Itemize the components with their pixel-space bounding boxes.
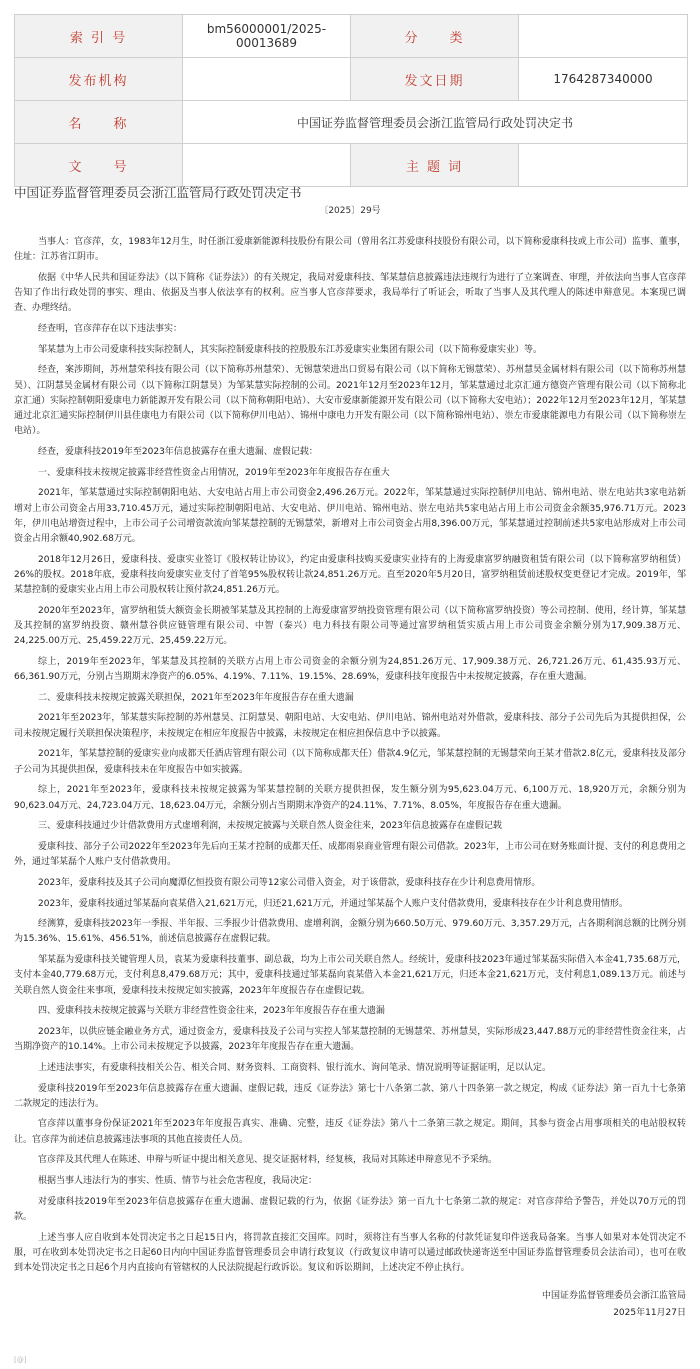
paragraph: 上述当事人应自收到本处罚决定书之日起15日内，将罚款直接汇交国库。同时，须将注有当事人名称的付款凭证复印件送我局备案。当事人如果对本处罚决定不服，可在收到本处罚决定书之日起60日内向中国证券监督管理委员会申请行政复议（行政复议申请可以通过邮政快递寄送至中国证券监督管理委员会法治司），也可在收到本处罚决定书之日起6个月内直接向有管辖权的人民法院提起行政诉讼。复议和诉讼期间，上述决定不停止执行。 — [14, 1232, 686, 1274]
paragraph: 三、爱康科技通过少计借款费用方式虚增利润，未按规定披露与关联自然人资金往来，2023年信息披露存在虚假记载 — [38, 821, 502, 832]
paragraph: 2018年12月26日，爱康科技、爱康实业签订《股权转让协议》，约定由爱康科技购买爱康实业持有的上海爱康富罗纳融资租赁有限公司（以下简称富罗纳租赁）26%的股权。2018年底，爱康科技向爱康实业支付了首笔95%股权转让款24,851.26万元。直至2020年5月20日，富罗纳租赁前述股权变更登记才完成。2019年，邹某慧控制的爱康实业占用上市公司股权转让预付款24,851.26万元。 — [14, 554, 686, 596]
paragraph: 依据《中华人民共和国证券法》（以下简称《证券法》）的有关规定，我局对爱康科技、邹某慧信息披露违法违规行为进行了立案调查、审理，并依法向当事人官彦萍告知了作出行政处罚的事实、理由、依据及当事人依法享有的权利。应当事人官彦萍要求，我局举行了听证会，听取了当事人及其代理人的陈述申辩意见。本案现已调查、办理终结。 — [14, 272, 687, 314]
paragraph: 当事人：官彦萍，女，1983年12月生，时任浙江爱康新能源科技股份有限公司（曾用名江苏爱康科技股份有限公司，以下简称爱康科技或上市公司）监事、董事，住址：江苏省江阴市。 — [14, 237, 686, 263]
paragraph: 综上，2021年至2023年，爱康科技未按规定披露为邹某慧控制的关联方提供担保，发生额分别为95,623.04万元、6,100万元、18,920万元，余额分别为90,623.04万元、24,723.04万元、18,623.04万元，余额分别占当期期末净资产的24.11%、7.71%、8.05%，年度报告存在重大遗漏。 — [14, 785, 686, 811]
paragraph: 经查，案涉期间，苏州慧荣科技有限公司（以下简称苏州慧荣）、无锡慧荣进出口贸易有限公司（以下简称无锡慧荣）、苏州慧昊金属材料有限公司（以下简称苏州慧昊）、江阴慧昊金属材有限公司（以下简称江阴慧昊）为邹某慧实际控制的公司。2021年12月至2023年12月，邹某慧通过北京汇通方德资产管理有限公司（以下简称北京汇通）实际控制朝阳爱康电力新能源开发有限公司（以下简称朝阳电站）、大安市爱康新能源开发有限公司（以下简称大安电站）；2022年12月至2023年12月，邹某慧通过北京汇通实际控制伊川县佳康电力有限公司（以下简称伊川电站）、锦州中康电力开发有限公司（以下简称锦州电站）、崇左市爱康能源电力有限公司（以下简称崇左电站）。 — [14, 365, 687, 437]
paragraph: 综上，2019年至2023年，邹某慧及其控制的关联方占用上市公司资金的余额分别为24,851.26万元、17,909.38万元、26,721.26万元、61,435.93万元、66,361.90万元，分别占当期期末净资产的6.05%、4.19%、7.11%、19.15%、28.69%，爱康科技年度报告中未按规定披露，存在重大遗漏。 — [14, 656, 686, 683]
index-value: bm56000001/2025-00013689 — [183, 15, 351, 58]
category-label: 分 类 — [351, 15, 519, 58]
paragraph: 根据当事人违法行为的事实、性质、情节与社会危害程度，我局决定： — [38, 1176, 318, 1187]
issuer-label: 发布机构 — [15, 58, 183, 101]
date-value: 1764287340000 — [519, 58, 688, 101]
paragraph: 2021年，邹某慧通过实际控制朝阳电站、大安电站占用上市公司资金2,496.26万元。2022年，邹某慧通过实际控制伊川电站、锦州电站、崇左电站共3家电站新增对上市公司资金占用33,710.45万元，通过实际控制朝阳电站、大安电站、伊川电站、锦州电站、崇左电站共5家电站占用上市公司资金余额35,976.71万元。2023年，伊川电站增资过程中，上市公司子公司增资款流向邹某慧控制的无锡慧荣，新增对上市公司资金占用8,396.00万元，邹某慧通过控制前述共5家电站形成对上市公司资金占用余额40,902.68万元。 — [14, 488, 686, 544]
category-value — [519, 15, 688, 58]
paragraph: 2023年，以供应链金融业务方式，通过资金方，爱康科技及子公司与实控人邹某慧控制的无锡慧荣、苏州慧昊，实际形成23,447.88万元的非经营性资金往来，占当期净资产的10.14%。上市公司未按规定予以披露，2023年年度报告存在重大遗漏。 — [14, 1026, 686, 1053]
name-value: 中国证券监督管理委员会浙江监管局行政处罚决定书 — [183, 101, 688, 144]
paragraph: 2020年至2023年，富罗纳租赁大额资金长期被邹某慧及其控制的上海爱康富罗纳投资管理有限公司（以下简称富罗纳投资）等公司控制、使用，经计算，邹某慧及其控制的富罗纳投资、赣州慧谷供应链管理有限公司、中智（泰兴）电力科技有限公司等通过富罗纳租赁实质占用上市公司资金余额分别为17,909.38万元、24,225.00万元、25,459.22万元、25,459.22万元。 — [14, 605, 686, 647]
paragraph: 邹某慧为上市公司爱康科技实际控制人，其实际控制爱康科技的控股股东江苏爱康实业集团有限公司（以下简称爱康实业）等。 — [38, 344, 543, 355]
paragraph: 2023年，爱康科技通过邹某磊向袁某借入21,621万元，归还21,621万元，并通过邹某磊个人账户支付借款费用，爱康科技存在少计利息费用情形。 — [38, 898, 628, 909]
docno-label: 文 号 — [15, 144, 183, 187]
meta-row — [15, 144, 688, 187]
keywords-value — [519, 144, 688, 187]
meta-row — [15, 15, 688, 58]
paragraph: 爱康科技、部分子公司2022年至2023年先后向王某才控制的成都天任、成都雨泉商业管理有限公司借款。2023年，上市公司在财务账面计提、支付的利息费用之外，通过邹某磊个人账户支付借款费用。 — [14, 841, 686, 868]
signature-date: 2025年11月27日 — [613, 1308, 686, 1318]
paragraph: 经查，爱康科技2019年至2023年信息披露存在重大遗漏、虚假记载： — [38, 446, 318, 457]
paragraph: 爱康科技2019年至2023年信息披露存在重大遗漏、虚假记载，违反《证券法》第七十八条第二款、第八十四条第一款之规定，构成《证券法》第一百九十七条第二款规定的违法行为。 — [14, 1083, 686, 1109]
meta-row — [15, 58, 688, 101]
signature-org: 中国证券监督管理委员会浙江监管局 — [541, 1291, 686, 1301]
date-label: 发文日期 — [351, 58, 519, 101]
meta-row — [15, 101, 688, 144]
document-meta-table — [14, 14, 688, 187]
document-number: 〔2025〕29号 — [319, 206, 381, 216]
index-label: 索 引 号 — [15, 15, 183, 58]
paragraph: 2021年，邹某慧控制的爱康实业向成都天任酒店管理有限公司（以下简称成都天任）借款4.9亿元，邹某慧控制的无锡慧荣向王某才借款2.8亿元，爱康科技及部分子公司为其提供担保，爱康科技未在年度报告中如实披露。 — [14, 749, 686, 775]
document-body — [14, 235, 686, 1282]
paragraph: 经查明，官彦萍存在以下违法事实： — [38, 324, 183, 335]
paragraph: 经测算，爱康科技2023年一季报、半年报、三季报少计借款费用、虚增利润，金额分别为660.50万元、979.60万元、3,357.29万元，占各期利润总额的比例分别为15.36%、15.61%、456.51%，前述信息披露存在虚假记载。 — [14, 919, 686, 945]
paragraph: 2021年至2023年，邹某慧实际控制的苏州慧昊、江阴慧昊、朝阳电站、大安电站、伊川电站、锦州电站对外借款，爱康科技、部分子公司先后为其提供担保，公司未按规定履行关联担保决策程序，未按规定在相应年度报告中披露，未按规定在相应担保信息中予以披露。 — [14, 713, 686, 739]
name-label: 名 称 — [15, 101, 183, 144]
paragraph: 二、爱康科技未按规定披露关联担保，2021年至2023年年度报告存在重大遗漏 — [38, 692, 354, 703]
footer-mark: [@] — [14, 1356, 27, 1364]
paragraph: 官彦萍及其代理人在陈述、申辩与听证中提出相关意见、提交证据材料，经复核，我局对其陈述申辩意见不予采纳。 — [38, 1155, 498, 1166]
paragraph: 2023年，爱康科技及其子公司向魔潭亿恒投资有限公司等12家公司借入资金，对于该借款，爱康科技存在少计利息费用情形。 — [38, 877, 541, 888]
paragraph: 四、爱康科技未按规定披露与关联方非经营性资金往来，2023年年度报告存在重大遗漏 — [38, 1006, 385, 1017]
paragraph: 邹某磊为爱康科技关键管理人员，袁某为爱康科技董事、副总裁，均为上市公司关联自然人。经统计，爱康科技2023年通过邹某磊实际借入本金41,735.68万元，支付本金40,779.68万元，支付利息8,479.68万元；其中，爱康科技通过邹某磊向袁某借入本金21,621万元，归还本金21,621万元，支付利息1,089.13万元。前述与关联自然人资金往来事项，爱康科技未按规定如实披露，2023年年度报告存在虚假记载。 — [14, 955, 686, 996]
paragraph: 官彦萍以董事身份保证2021年至2023年年度报告真实、准确、完整，违反《证券法》第八十二条第三款之规定。期间，其参与资金占用事项相关的电站股权转让。官彦萍为前述信息披露违法事项的其他直接责任人员。 — [14, 1119, 686, 1145]
document-title: 中国证券监督管理委员会浙江监管局行政处罚决定书 — [14, 185, 302, 200]
paragraph: 一、爱康科技未按规定披露非经营性资金占用情况，2019年至2023年年度报告存在重大 — [38, 467, 390, 478]
paragraph: 上述违法事实，有爱康科技相关公告、相关合同、财务资料、工商资料、银行流水、询问笔录、情况说明等证据证明，足以认定。 — [38, 1062, 552, 1073]
docno-value — [183, 144, 351, 187]
paragraph: 对爱康科技2019年至2023年信息披露存在重大遗漏、虚假记载的行为，依据《证券法》第一百九十七条第二款的规定：对官彦萍给予警告，并处以70万元的罚款。 — [14, 1196, 686, 1222]
keywords-label: 主 题 词 — [351, 144, 519, 187]
issuer-value — [183, 58, 351, 101]
